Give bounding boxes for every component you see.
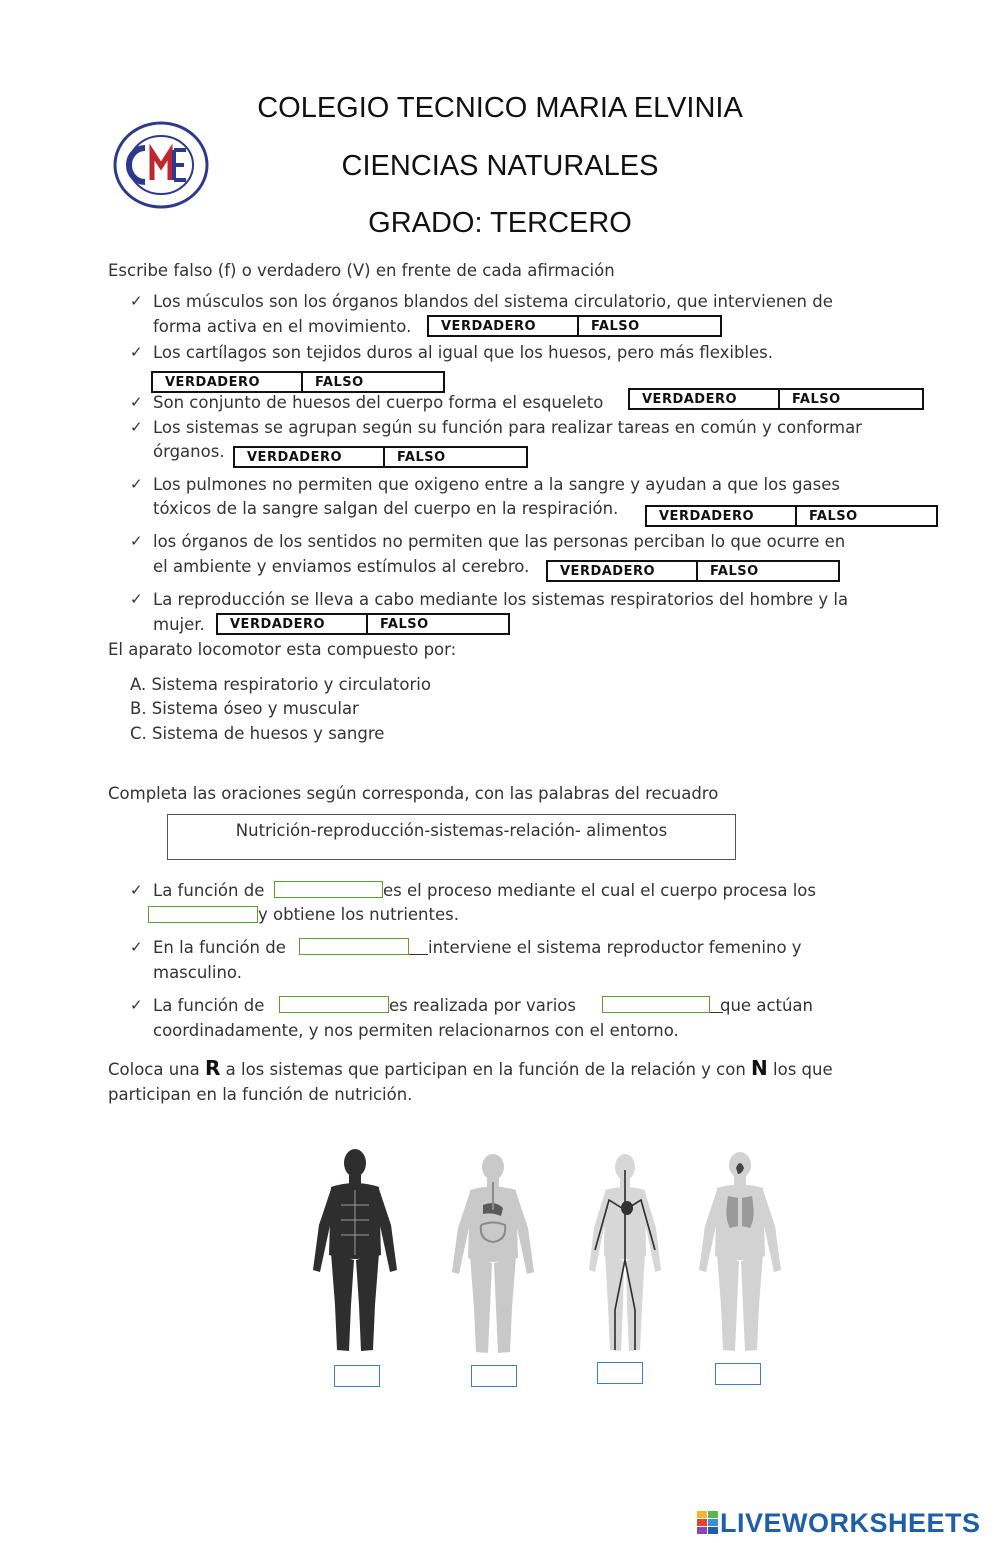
instruction-complete: Completa las oraciones según corresponda, con las palabras del recuadro: [108, 784, 719, 803]
tf-selector-7[interactable]: [216, 613, 510, 635]
blank-input-3[interactable]: [299, 938, 409, 955]
check-icon: ✓: [130, 343, 143, 361]
check-icon: ✓: [130, 393, 143, 411]
blank-input-5[interactable]: [602, 996, 710, 1013]
check-icon: ✓: [130, 292, 143, 310]
liveworksheets-brand: LIVEWORKSHEETS: [720, 1508, 981, 1538]
blank-input-4[interactable]: [279, 996, 389, 1013]
blank-input-2[interactable]: [148, 906, 258, 923]
answer-box-3[interactable]: [597, 1362, 643, 1384]
option-verdadero[interactable]: VERDADERO: [647, 507, 797, 525]
statement-6-line2: el ambiente y enviamos estímulos al cerebro.: [153, 557, 530, 576]
statement-1-line1: Los músculos son los órganos blandos del sistema circulatorio, que intervienen de: [153, 292, 833, 311]
digestive-system-figure: [443, 1150, 543, 1360]
sentence-3-start: La función de: [153, 996, 265, 1015]
letter-n: N: [751, 1056, 768, 1080]
option-verdadero[interactable]: VERDADERO: [630, 390, 780, 408]
sentence-3-middle: es realizada por varios: [389, 996, 576, 1015]
sentence-2-middle: interviene el sistema reproductor femenino y: [428, 938, 802, 957]
instruction-part: a los sistemas que participan en la función de la relación y con: [220, 1060, 752, 1079]
instruction-part: los que: [767, 1060, 833, 1079]
instruction-r-n-line2: participan en la función de nutrición.: [108, 1085, 413, 1104]
statement-3-line1: Son conjunto de huesos del cuerpo forma el esqueleto: [153, 393, 604, 412]
statement-4-line2: órganos.: [153, 442, 225, 461]
answer-box-4[interactable]: [715, 1363, 761, 1385]
instruction-true-false: Escribe falso (f) o verdadero (V) en frente de cada afirmación: [108, 261, 615, 280]
option-c[interactable]: C. Sistema de huesos y sangre: [130, 724, 385, 743]
option-verdadero[interactable]: VERDADERO: [429, 317, 579, 335]
option-falso[interactable]: FALSO: [380, 616, 429, 632]
sentence-1-end: y obtiene los nutrientes.: [258, 905, 459, 924]
blank-input-1[interactable]: [274, 881, 383, 898]
word-bank: Nutrición-reproducción-sistemas-relación- alimentos: [167, 814, 736, 860]
muscular-system-figure: [305, 1145, 405, 1360]
check-icon: ✓: [130, 475, 143, 493]
sentence-3-line2: coordinadamente, y nos permiten relacionarnos con el entorno.: [153, 1021, 679, 1040]
statement-1-line2: forma activa en el movimiento.: [153, 317, 412, 336]
respiratory-system-figure: [690, 1148, 790, 1358]
option-falso[interactable]: FALSO: [792, 391, 841, 407]
statement-2-line1: Los cartílagos son tejidos duros al igual que los huesos, pero más flexibles.: [153, 343, 773, 362]
answer-box-2[interactable]: [471, 1365, 517, 1387]
option-verdadero[interactable]: VERDADERO: [153, 373, 303, 391]
tf-selector-1[interactable]: [427, 315, 722, 337]
statement-4-line1: Los sistemas se agrupan según su función para realizar tareas en común y conformar: [153, 418, 862, 437]
check-icon: ✓: [130, 938, 143, 956]
tf-selector-6[interactable]: [546, 560, 840, 582]
statement-7-line2: mujer.: [153, 615, 205, 634]
tf-selector-5[interactable]: [645, 505, 938, 527]
option-verdadero[interactable]: VERDADERO: [218, 615, 368, 633]
sentence-3-end: que actúan: [720, 996, 814, 1015]
option-falso[interactable]: FALSO: [397, 449, 446, 465]
option-a[interactable]: A. Sistema respiratorio y circulatorio: [130, 675, 431, 694]
sentence-2-end: masculino.: [153, 963, 242, 982]
statement-7-line1: La reproducción se lleva a cabo mediante los sistemas respiratorios del hombre y la: [153, 590, 849, 609]
check-icon: ✓: [130, 881, 143, 899]
option-falso[interactable]: FALSO: [315, 374, 364, 390]
option-verdadero[interactable]: VERDADERO: [548, 562, 698, 580]
liveworksheets-logo-icon: [697, 1511, 719, 1535]
sentence-1-middle: es el proceso mediante el cual el cuerpo procesa los: [383, 881, 816, 900]
sentence-1-start: La función de: [153, 881, 265, 900]
tf-selector-4[interactable]: [233, 446, 528, 468]
grade-title: GRADO: TERCERO: [368, 207, 632, 239]
instruction-r-n: [108, 1056, 833, 1082]
option-falso[interactable]: FALSO: [591, 318, 640, 334]
instruction-part: Coloca una: [108, 1060, 205, 1079]
school-name: COLEGIO TECNICO MARIA ELVINIA: [257, 92, 743, 124]
statement-6-line1: los órganos de los sentidos no permiten que las personas perciban lo que ocurre en: [153, 532, 846, 551]
underline-divider: [409, 954, 428, 955]
tf-selector-2[interactable]: [151, 371, 445, 393]
option-b[interactable]: B. Sistema óseo y muscular: [130, 699, 359, 718]
letter-r: R: [205, 1056, 221, 1080]
statement-5-line2: tóxicos de la sangre salgan del cuerpo en la respiración.: [153, 499, 619, 518]
tf-selector-3[interactable]: [628, 388, 924, 410]
statement-5-line1: Los pulmones no permiten que oxigeno entre a la sangre y ayudan a que los gases: [153, 475, 840, 494]
subject-title: CIENCIAS NATURALES: [341, 150, 659, 182]
option-falso[interactable]: FALSO: [710, 563, 759, 579]
check-icon: ✓: [130, 418, 143, 436]
answer-box-1[interactable]: [334, 1365, 380, 1387]
check-icon: ✓: [130, 996, 143, 1014]
option-verdadero[interactable]: VERDADERO: [235, 448, 385, 466]
question-locomotor: El aparato locomotor esta compuesto por:: [108, 640, 457, 659]
check-icon: ✓: [130, 590, 143, 608]
check-icon: ✓: [130, 532, 143, 550]
option-falso[interactable]: FALSO: [809, 508, 858, 524]
sentence-2-start: En la función de: [153, 938, 286, 957]
circulatory-system-figure: [575, 1150, 675, 1358]
